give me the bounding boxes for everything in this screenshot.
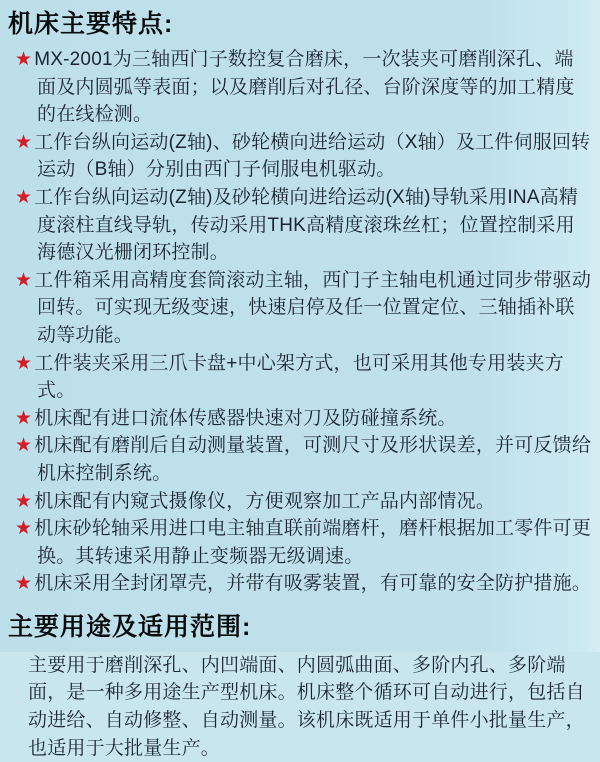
feature-text: 工件箱采用高精度套筒滚动主轴，西门子主轴电机通过同步带驱动回转。可实现无级变速，快速启停及任一位置定位、三轴插补联动等功能。 — [34, 269, 592, 346]
feature-text: 机床配有磨削后自动测量装置，可测尺寸及形状误差，并可反馈给机床控制系统。 — [34, 435, 592, 484]
feature-text: 机床采用全封闭罩壳，并带有吸雾装置，有可靠的安全防护措施。 — [34, 573, 592, 595]
features-heading: 机床主要特点: — [8, 10, 174, 38]
feature-item — [8, 432, 592, 487]
feature-text: 工作台纵向运动(Z轴)、砂轮横向进给运动（X轴）及工件伺服回转运动（B轴）分别由西门子伺服电机驱动。 — [34, 131, 591, 181]
feature-item — [8, 184, 592, 267]
star-icon: ★ — [15, 49, 33, 70]
star-icon: ★ — [15, 131, 33, 153]
star-icon: ★ — [15, 518, 33, 540]
star-icon: ★ — [15, 407, 33, 429]
feature-text: 工件装夹采用三爪卡盘+中心架方式，也可采用其他专用装夹方式。 — [34, 352, 564, 402]
feature-item — [8, 488, 592, 516]
feature-item — [8, 350, 592, 405]
feature-item — [8, 129, 592, 184]
feature-text: 机床配有内窥式摄像仪，方便观察加工产品内部情况。 — [34, 490, 496, 512]
feature-item — [8, 405, 592, 433]
feature-item — [8, 267, 592, 350]
features-list — [8, 46, 592, 598]
feature-item — [8, 46, 592, 129]
star-icon: ★ — [15, 490, 33, 512]
feature-text: 机床砂轮轴采用进口电主轴直联前端磨杆，磨杆根据加工零件可更换。其转速采用静止变频器无级调速。 — [34, 518, 592, 567]
usage-paragraph: 主要用于磨削深孔、内凹端面、内圆弧曲面、多阶内孔、多阶端面，是一种多用途生产型机床。机床整个循环可自动进行，包括自动进给、自动修整、自动测量。该机床既适用于单件小批量生产，也适用于大批量生产。 — [28, 654, 585, 759]
usage-heading: 主要用途及适用范围: — [8, 612, 252, 641]
feature-item — [8, 570, 592, 598]
star-icon: ★ — [15, 352, 33, 374]
star-icon: ★ — [15, 186, 33, 208]
star-icon: ★ — [15, 573, 33, 595]
star-icon: ★ — [15, 435, 33, 457]
feature-item — [8, 515, 592, 570]
feature-text: MX-2001为三轴西门子数控复合磨床，一次装夹可磨削深孔、端面及内圆弧等表面；以及磨削后对孔径、台阶深度等的加工精度的在线检测。 — [34, 49, 575, 126]
feature-text: 工作台纵向运动(Z轴)及砂轮横向进给运动(X轴)导轨采用INA高精度滚柱直线导轨，传动采用THK高精度滚珠丝杠；位置控制采用海德汉光栅闭环控制。 — [34, 186, 579, 264]
feature-text: 机床配有进口流体传感器快速对刀及防碰撞系统。 — [34, 407, 457, 429]
star-icon: ★ — [15, 269, 33, 291]
